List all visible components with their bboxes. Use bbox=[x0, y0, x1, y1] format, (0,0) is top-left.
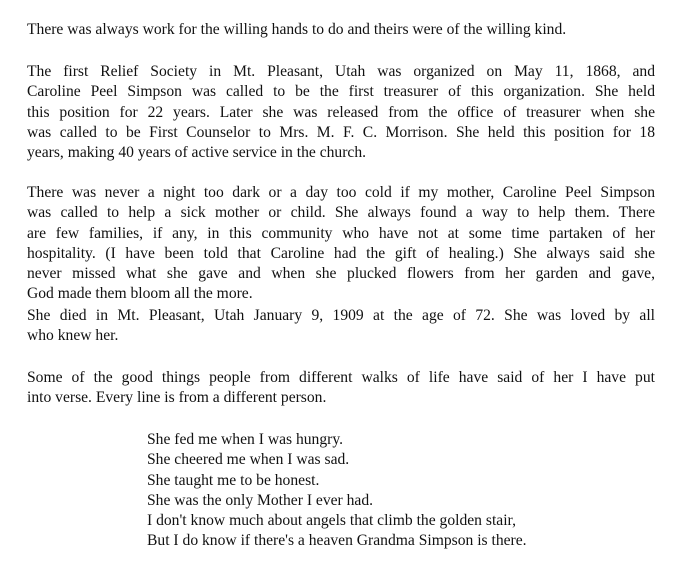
text-line: Caroline Peel Simpson was called to be the first treasurer of this organization. She held bbox=[27, 83, 655, 101]
text-line: who knew her. bbox=[27, 327, 119, 345]
poem-line: She was the only Mother I ever had. bbox=[147, 491, 374, 509]
text-line: never missed what she gave and when she plucked flowers from her garden and gave, bbox=[27, 265, 655, 283]
text-line: There was always work for the willing hands to do and theirs were of the willing kind. bbox=[27, 21, 567, 38]
text-line: Some of the good things people from different walks of life have said of her I have put bbox=[27, 369, 655, 386]
text-line: this position for 22 years. Later she was released from the office of treasurer when she bbox=[27, 103, 655, 121]
text-line: years, making 40 years of active service in the church. bbox=[27, 144, 367, 162]
poem-line: She taught me to be honest. bbox=[147, 471, 320, 489]
poem-line: But I do know if there's a heaven Grandma Simpson is there. bbox=[147, 532, 527, 550]
paragraph bbox=[27, 368, 655, 409]
text-line: hospitality. (I have been told that Caroline had the gift of healing.) She always said she bbox=[27, 244, 655, 262]
text-line: was called to be First Counselor to Mrs. M. F. C. Morrison. She held this position for 18 bbox=[27, 123, 655, 141]
paragraph bbox=[27, 20, 655, 40]
poem-line: I don't know much about angels that climb the golden stair, bbox=[147, 512, 516, 530]
paragraph bbox=[27, 62, 655, 163]
text-line: There was never a night too dark or a day too cold if my mother, Caroline Peel Simpson bbox=[27, 184, 655, 201]
text-line: into verse. Every line is from a different person. bbox=[27, 389, 327, 407]
paragraph bbox=[27, 183, 655, 305]
text-line: God made them bloom all the more. bbox=[27, 285, 253, 303]
text-line: are few families, if any, in this community who have not at some time partaken of her bbox=[27, 224, 655, 242]
paragraph bbox=[27, 306, 655, 347]
poem-verse bbox=[147, 430, 527, 552]
poem-line: She fed me when I was hungry. bbox=[147, 431, 344, 448]
text-line: She died in Mt. Pleasant, Utah January 9, 1909 at the age of 72. She was loved by all bbox=[27, 307, 655, 324]
text-line: was called to help a sick mother or child. She always found a way to help them. There bbox=[27, 204, 655, 222]
text-line: The first Relief Society in Mt. Pleasant, Utah was organized on May 11, 1868, and bbox=[27, 63, 655, 80]
poem-line: She cheered me when I was sad. bbox=[147, 451, 350, 469]
